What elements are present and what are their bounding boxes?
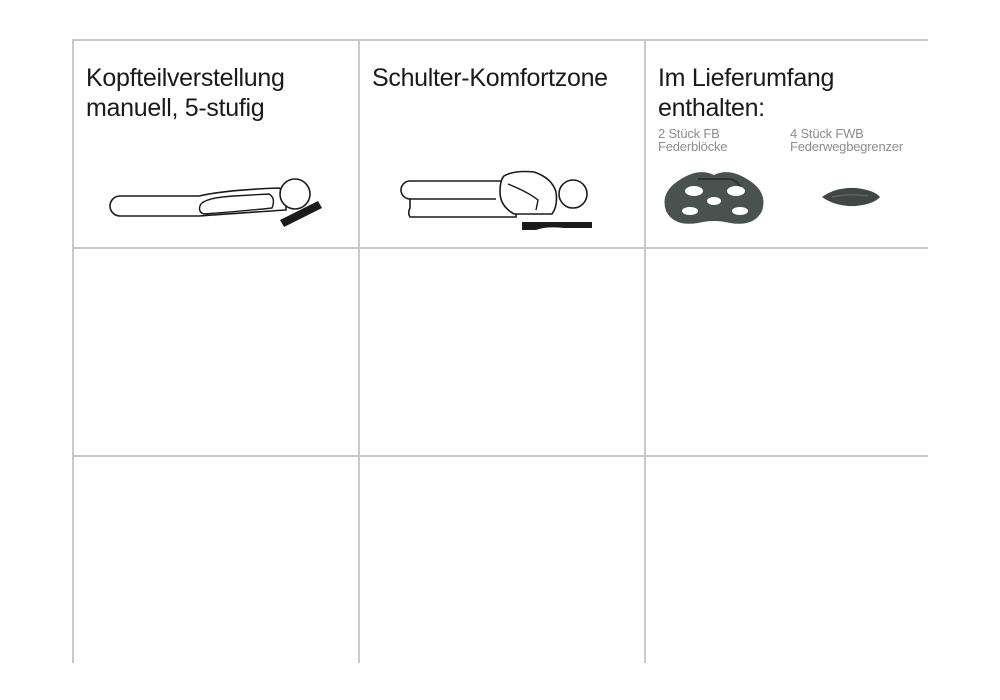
spring-limiter-label: 4 Stück FWB Federwegbegrenzer xyxy=(790,126,903,154)
shoulder-zone-title: Schulter-Komfortzone xyxy=(372,64,608,92)
cell-head-adjustment xyxy=(74,41,358,247)
empty-cell xyxy=(646,249,930,455)
person-side-sleeper-icon xyxy=(396,166,606,236)
spring-block-icon xyxy=(658,165,770,229)
feature-table xyxy=(72,39,928,663)
included-title: Im Lieferumfang enthalten: xyxy=(658,64,835,122)
person-head-incline-icon xyxy=(104,176,324,231)
empty-cell xyxy=(646,457,930,663)
cell-included xyxy=(646,41,930,247)
empty-cell xyxy=(74,457,358,663)
empty-cell xyxy=(360,249,644,455)
cell-shoulder-zone xyxy=(360,41,644,247)
spring-limiter-icon xyxy=(818,184,882,210)
empty-cell xyxy=(74,249,358,455)
spring-block-label: 2 Stück FB Federblöcke xyxy=(658,126,728,154)
head-adjustment-title: Kopfteilverstellung manuell, 5-stufig xyxy=(86,64,285,122)
empty-cell xyxy=(360,457,644,663)
